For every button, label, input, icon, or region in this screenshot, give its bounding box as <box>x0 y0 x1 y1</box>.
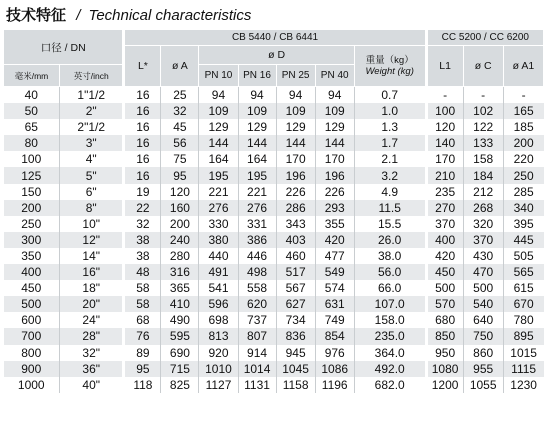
table-row <box>4 216 544 232</box>
cell-pn10: 541 <box>199 280 238 296</box>
cell-L1: 680 <box>426 312 463 328</box>
cell-pn16: 94 <box>238 87 276 104</box>
cell-pn25: 129 <box>276 119 315 135</box>
cell-phi-a1: 285 <box>503 184 543 200</box>
cell-dn-mm: 150 <box>4 184 60 200</box>
cell-phi-a: 120 <box>161 184 199 200</box>
cell-weight: 364.0 <box>354 345 426 361</box>
cell-L1: 420 <box>426 248 463 264</box>
cell-dn-inch: 6" <box>59 184 123 200</box>
cell-L: 48 <box>124 264 161 280</box>
cell-phi-a: 160 <box>161 200 199 216</box>
cell-L: 58 <box>124 280 161 296</box>
cell-dn-inch: 16" <box>59 264 123 280</box>
cell-pn25: 109 <box>276 103 315 119</box>
cell-phi-c: 750 <box>463 328 503 344</box>
cell-L: 16 <box>124 87 161 104</box>
cell-phi-c: 320 <box>463 216 503 232</box>
cell-L: 32 <box>124 216 161 232</box>
cell-L1: 100 <box>426 103 463 119</box>
cell-phi-a1: 505 <box>503 248 543 264</box>
cell-pn40: 355 <box>315 216 354 232</box>
cell-dn-mm: 100 <box>4 151 60 167</box>
table-row <box>4 87 544 104</box>
cell-phi-c: 955 <box>463 361 503 377</box>
header-pn10: PN 10 <box>199 65 238 87</box>
cell-weight: 15.5 <box>354 216 426 232</box>
cell-dn-inch: 18" <box>59 280 123 296</box>
cell-L: 38 <box>124 232 161 248</box>
title-en: Technical characteristics <box>88 7 252 24</box>
cell-dn-inch: 10" <box>59 216 123 232</box>
cell-pn40: 109 <box>315 103 354 119</box>
cell-dn-mm: 500 <box>4 296 60 312</box>
cell-L1: 270 <box>426 200 463 216</box>
cell-phi-a1: 895 <box>503 328 543 344</box>
cell-L1: 120 <box>426 119 463 135</box>
cell-weight: 38.0 <box>354 248 426 264</box>
header-L: L* <box>124 46 161 87</box>
cell-L1: 1080 <box>426 361 463 377</box>
table-row <box>4 345 544 361</box>
cell-pn40: 749 <box>315 312 354 328</box>
cell-L1: 170 <box>426 151 463 167</box>
cell-pn25: 836 <box>276 328 315 344</box>
cell-phi-a: 825 <box>161 377 199 393</box>
title-separator: / <box>76 7 81 24</box>
cell-pn16: 498 <box>238 264 276 280</box>
cell-L: 16 <box>124 135 161 151</box>
cell-L1: 570 <box>426 296 463 312</box>
cell-pn10: 144 <box>199 135 238 151</box>
cell-phi-a1: 200 <box>503 135 543 151</box>
cell-phi-a1: 780 <box>503 312 543 328</box>
cell-phi-a: 56 <box>161 135 199 151</box>
cell-L: 89 <box>124 345 161 361</box>
cell-dn-mm: 250 <box>4 216 60 232</box>
cell-dn-inch: 8" <box>59 200 123 216</box>
cell-pn16: 144 <box>238 135 276 151</box>
cell-L: 76 <box>124 328 161 344</box>
cell-weight: 492.0 <box>354 361 426 377</box>
cell-dn-mm: 600 <box>4 312 60 328</box>
cell-phi-a1: 565 <box>503 264 543 280</box>
cell-dn-mm: 700 <box>4 328 60 344</box>
cell-L: 16 <box>124 167 161 183</box>
cell-dn-inch: 28" <box>59 328 123 344</box>
cell-pn10: 813 <box>199 328 238 344</box>
cell-L1: 1200 <box>426 377 463 393</box>
cell-phi-a: 490 <box>161 312 199 328</box>
header-pn16: PN 16 <box>238 65 276 87</box>
table-row <box>4 248 544 264</box>
table-row <box>4 361 544 377</box>
cell-phi-c: 122 <box>463 119 503 135</box>
cell-pn40: 196 <box>315 167 354 183</box>
cell-pn40: 1196 <box>315 377 354 393</box>
cell-pn25: 144 <box>276 135 315 151</box>
table-row <box>4 167 544 183</box>
cell-weight: 11.5 <box>354 200 426 216</box>
cell-dn-inch: 40" <box>59 377 123 393</box>
cell-pn16: 195 <box>238 167 276 183</box>
cell-pn25: 226 <box>276 184 315 200</box>
cell-L: 38 <box>124 248 161 264</box>
cell-pn25: 627 <box>276 296 315 312</box>
cell-phi-a: 25 <box>161 87 199 104</box>
cell-pn16: 620 <box>238 296 276 312</box>
cell-pn40: 170 <box>315 151 354 167</box>
cell-pn10: 1127 <box>199 377 238 393</box>
table-row <box>4 151 544 167</box>
cell-phi-c: 212 <box>463 184 503 200</box>
cell-L1: 850 <box>426 328 463 344</box>
cell-L: 22 <box>124 200 161 216</box>
cell-dn-inch: 20" <box>59 296 123 312</box>
cell-phi-c: 133 <box>463 135 503 151</box>
cell-weight: 1.0 <box>354 103 426 119</box>
cell-phi-c: 102 <box>463 103 503 119</box>
cell-phi-a: 45 <box>161 119 199 135</box>
cell-dn-inch: 5" <box>59 167 123 183</box>
cell-pn25: 196 <box>276 167 315 183</box>
cell-pn10: 276 <box>199 200 238 216</box>
cell-dn-inch: 2" <box>59 103 123 119</box>
header-phi-a1: ø A1 <box>503 46 543 87</box>
cell-pn16: 446 <box>238 248 276 264</box>
cell-dn-mm: 300 <box>4 232 60 248</box>
cell-pn25: 403 <box>276 232 315 248</box>
cell-pn10: 698 <box>199 312 238 328</box>
header-inch: 英寸/inch <box>59 65 123 87</box>
cell-pn25: 945 <box>276 345 315 361</box>
table-row <box>4 103 544 119</box>
cell-pn25: 286 <box>276 200 315 216</box>
cell-L: 16 <box>124 119 161 135</box>
table-row <box>4 377 544 393</box>
table-row <box>4 264 544 280</box>
cell-dn-inch: 3" <box>59 135 123 151</box>
cell-phi-a: 316 <box>161 264 199 280</box>
cell-pn16: 129 <box>238 119 276 135</box>
cell-dn-mm: 450 <box>4 280 60 296</box>
header-weight-en: Weight (kg) <box>365 66 414 77</box>
cell-pn16: 109 <box>238 103 276 119</box>
cell-phi-a1: 395 <box>503 216 543 232</box>
cell-phi-a: 200 <box>161 216 199 232</box>
cell-dn-inch: 1"1/2 <box>59 87 123 104</box>
table-row <box>4 232 544 248</box>
cell-dn-mm: 65 <box>4 119 60 135</box>
cell-phi-a1: 670 <box>503 296 543 312</box>
cell-dn-inch: 2"1/2 <box>59 119 123 135</box>
cell-pn25: 94 <box>276 87 315 104</box>
cell-pn16: 164 <box>238 151 276 167</box>
cell-dn-mm: 900 <box>4 361 60 377</box>
cell-pn40: 574 <box>315 280 354 296</box>
cell-pn40: 420 <box>315 232 354 248</box>
cell-phi-a: 595 <box>161 328 199 344</box>
cell-L1: 500 <box>426 280 463 296</box>
cell-L: 95 <box>124 361 161 377</box>
cell-L1: 370 <box>426 216 463 232</box>
cell-weight: 1.3 <box>354 119 426 135</box>
cell-dn-inch: 24" <box>59 312 123 328</box>
cell-phi-a: 32 <box>161 103 199 119</box>
header-mm: 毫米/mm <box>4 65 60 87</box>
cell-dn-mm: 400 <box>4 264 60 280</box>
cell-phi-c: 860 <box>463 345 503 361</box>
table-row <box>4 200 544 216</box>
cell-dn-mm: 1000 <box>4 377 60 393</box>
header-weight <box>354 46 426 87</box>
cell-pn10: 94 <box>199 87 238 104</box>
cell-weight: 158.0 <box>354 312 426 328</box>
cell-phi-a1: 220 <box>503 151 543 167</box>
cell-weight: 107.0 <box>354 296 426 312</box>
cell-weight: 682.0 <box>354 377 426 393</box>
table-row <box>4 119 544 135</box>
cell-dn-mm: 40 <box>4 87 60 104</box>
page-title <box>6 4 251 26</box>
cell-phi-a1: 165 <box>503 103 543 119</box>
cell-pn25: 460 <box>276 248 315 264</box>
cell-weight: 56.0 <box>354 264 426 280</box>
cell-pn25: 1158 <box>276 377 315 393</box>
cell-pn25: 170 <box>276 151 315 167</box>
header-group-cb: CB 5440 / CB 6441 <box>124 30 426 46</box>
cell-phi-a1: 185 <box>503 119 543 135</box>
cell-dn-mm: 800 <box>4 345 60 361</box>
cell-phi-c: 540 <box>463 296 503 312</box>
cell-pn16: 737 <box>238 312 276 328</box>
cell-weight: 3.2 <box>354 167 426 183</box>
cell-pn10: 596 <box>199 296 238 312</box>
cell-pn40: 226 <box>315 184 354 200</box>
cell-pn40: 94 <box>315 87 354 104</box>
header-phi-d: ø D <box>199 46 354 65</box>
cell-weight: 66.0 <box>354 280 426 296</box>
cell-phi-a: 715 <box>161 361 199 377</box>
cell-pn10: 330 <box>199 216 238 232</box>
cell-pn40: 144 <box>315 135 354 151</box>
header-weight-cn: 重量（kg） <box>365 55 414 66</box>
cell-pn40: 549 <box>315 264 354 280</box>
cell-pn25: 343 <box>276 216 315 232</box>
cell-L: 68 <box>124 312 161 328</box>
table-row <box>4 328 544 344</box>
cell-pn10: 920 <box>199 345 238 361</box>
cell-dn-mm: 50 <box>4 103 60 119</box>
cell-pn10: 380 <box>199 232 238 248</box>
cell-phi-a1: 250 <box>503 167 543 183</box>
cell-phi-a: 280 <box>161 248 199 264</box>
table-row <box>4 312 544 328</box>
cell-pn16: 807 <box>238 328 276 344</box>
cell-pn10: 440 <box>199 248 238 264</box>
cell-pn16: 1014 <box>238 361 276 377</box>
cell-L1: 400 <box>426 232 463 248</box>
cell-dn-mm: 200 <box>4 200 60 216</box>
cell-L1: 450 <box>426 264 463 280</box>
cell-dn-inch: 4" <box>59 151 123 167</box>
header-phi-a: ø A <box>161 46 199 87</box>
cell-pn16: 386 <box>238 232 276 248</box>
table-body <box>4 87 544 393</box>
cell-L: 16 <box>124 151 161 167</box>
cell-L1: 950 <box>426 345 463 361</box>
cell-phi-c: 1055 <box>463 377 503 393</box>
table-row <box>4 280 544 296</box>
cell-pn10: 109 <box>199 103 238 119</box>
cell-phi-a1: 1115 <box>503 361 543 377</box>
cell-pn25: 517 <box>276 264 315 280</box>
cell-pn25: 1045 <box>276 361 315 377</box>
cell-phi-c: 500 <box>463 280 503 296</box>
cell-L: 16 <box>124 103 161 119</box>
header-L1: L1 <box>426 46 463 87</box>
header-phi-c: ø C <box>463 46 503 87</box>
cell-L1: - <box>426 87 463 104</box>
cell-L: 118 <box>124 377 161 393</box>
cell-phi-a: 690 <box>161 345 199 361</box>
cell-L: 58 <box>124 296 161 312</box>
cell-pn40: 976 <box>315 345 354 361</box>
cell-pn10: 129 <box>199 119 238 135</box>
header-pn25: PN 25 <box>276 65 315 87</box>
title-cn: 技术特征 <box>6 7 67 24</box>
cell-pn40: 129 <box>315 119 354 135</box>
cell-phi-a1: 615 <box>503 280 543 296</box>
cell-pn25: 567 <box>276 280 315 296</box>
cell-weight: 26.0 <box>354 232 426 248</box>
table-row <box>4 296 544 312</box>
cell-pn16: 331 <box>238 216 276 232</box>
cell-pn10: 491 <box>199 264 238 280</box>
cell-L1: 140 <box>426 135 463 151</box>
cell-phi-a: 365 <box>161 280 199 296</box>
cell-pn16: 1131 <box>238 377 276 393</box>
table-row <box>4 184 544 200</box>
cell-weight: 4.9 <box>354 184 426 200</box>
cell-dn-inch: 32" <box>59 345 123 361</box>
cell-pn40: 854 <box>315 328 354 344</box>
cell-pn10: 1010 <box>199 361 238 377</box>
cell-dn-mm: 80 <box>4 135 60 151</box>
cell-pn16: 221 <box>238 184 276 200</box>
cell-L: 19 <box>124 184 161 200</box>
cell-phi-a: 75 <box>161 151 199 167</box>
cell-phi-a1: 445 <box>503 232 543 248</box>
cell-weight: 235.0 <box>354 328 426 344</box>
cell-pn40: 631 <box>315 296 354 312</box>
cell-pn10: 221 <box>199 184 238 200</box>
cell-L1: 210 <box>426 167 463 183</box>
cell-dn-inch: 12" <box>59 232 123 248</box>
table-header <box>4 30 544 87</box>
cell-pn16: 914 <box>238 345 276 361</box>
cell-pn25: 734 <box>276 312 315 328</box>
cell-phi-a1: 340 <box>503 200 543 216</box>
cell-phi-a1: 1015 <box>503 345 543 361</box>
cell-pn16: 276 <box>238 200 276 216</box>
cell-phi-c: 430 <box>463 248 503 264</box>
characteristics-table <box>3 29 544 393</box>
cell-pn10: 164 <box>199 151 238 167</box>
cell-phi-a: 410 <box>161 296 199 312</box>
cell-dn-inch: 14" <box>59 248 123 264</box>
cell-phi-c: 184 <box>463 167 503 183</box>
cell-phi-a1: 1230 <box>503 377 543 393</box>
cell-phi-a: 240 <box>161 232 199 248</box>
cell-pn10: 195 <box>199 167 238 183</box>
cell-pn40: 293 <box>315 200 354 216</box>
cell-L1: 235 <box>426 184 463 200</box>
cell-phi-c: 640 <box>463 312 503 328</box>
cell-dn-inch: 36" <box>59 361 123 377</box>
header-dn: 口径 / DN <box>4 30 124 65</box>
cell-weight: 2.1 <box>354 151 426 167</box>
cell-phi-a1: - <box>503 87 543 104</box>
cell-weight: 0.7 <box>354 87 426 104</box>
cell-pn40: 1086 <box>315 361 354 377</box>
cell-phi-c: 370 <box>463 232 503 248</box>
cell-dn-mm: 350 <box>4 248 60 264</box>
cell-phi-a: 95 <box>161 167 199 183</box>
cell-phi-c: 470 <box>463 264 503 280</box>
cell-pn40: 477 <box>315 248 354 264</box>
header-group-cc: CC 5200 / CC 6200 <box>426 30 543 46</box>
table-row <box>4 135 544 151</box>
cell-pn16: 558 <box>238 280 276 296</box>
header-pn40: PN 40 <box>315 65 354 87</box>
cell-weight: 1.7 <box>354 135 426 151</box>
cell-phi-c: 158 <box>463 151 503 167</box>
cell-phi-c: 268 <box>463 200 503 216</box>
cell-phi-c: - <box>463 87 503 104</box>
cell-dn-mm: 125 <box>4 167 60 183</box>
